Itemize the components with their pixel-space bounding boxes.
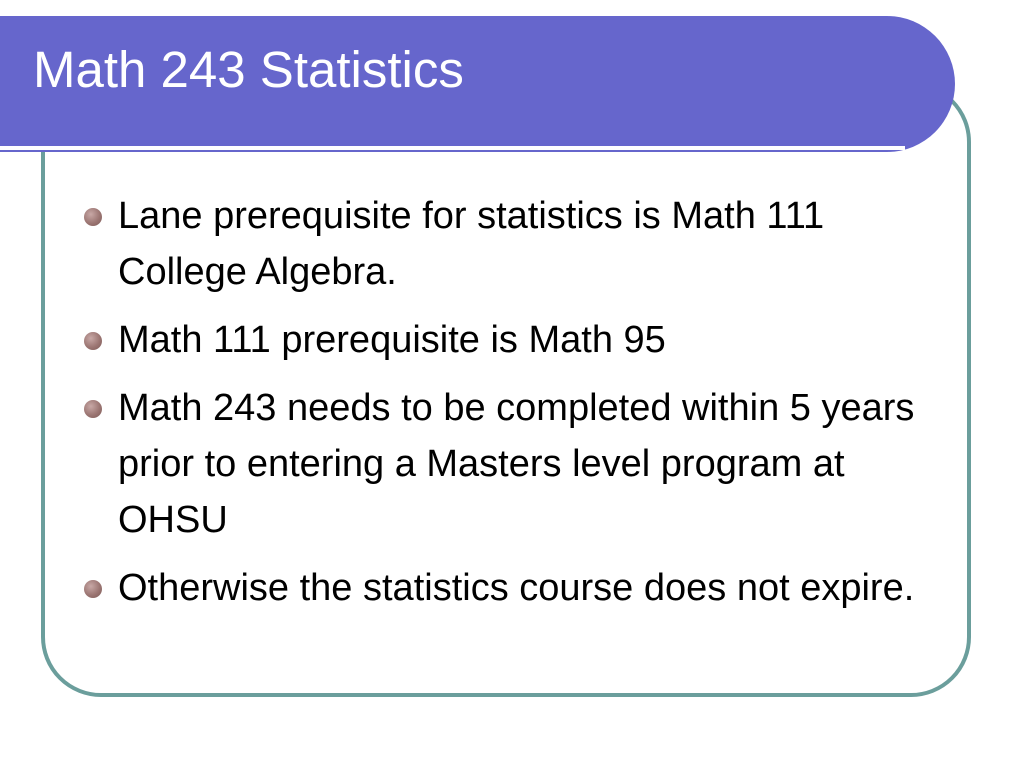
bullet-dot-icon bbox=[84, 400, 102, 418]
bullet-dot-icon bbox=[84, 580, 102, 598]
bullet-text: Math 111 prerequisite is Math 95 bbox=[118, 319, 666, 361]
bullet-list bbox=[80, 188, 960, 628]
bullet-item bbox=[80, 560, 960, 616]
bullet-text: Lane prerequisite for statistics is Math 111 College Algebra. bbox=[118, 195, 825, 293]
bullet-item bbox=[80, 380, 960, 548]
bullet-dot-icon bbox=[84, 332, 102, 350]
slide-title: Math 243 Statistics bbox=[33, 41, 464, 98]
bullet-item bbox=[80, 312, 960, 368]
bullet-text: Otherwise the statistics course does not expire. bbox=[118, 567, 915, 609]
bullet-item bbox=[80, 188, 960, 300]
bullet-text: Math 243 needs to be completed within 5 years prior to entering a Masters level program at OHSU bbox=[118, 387, 915, 541]
title-underline bbox=[0, 146, 905, 150]
bullet-dot-icon bbox=[84, 208, 102, 226]
